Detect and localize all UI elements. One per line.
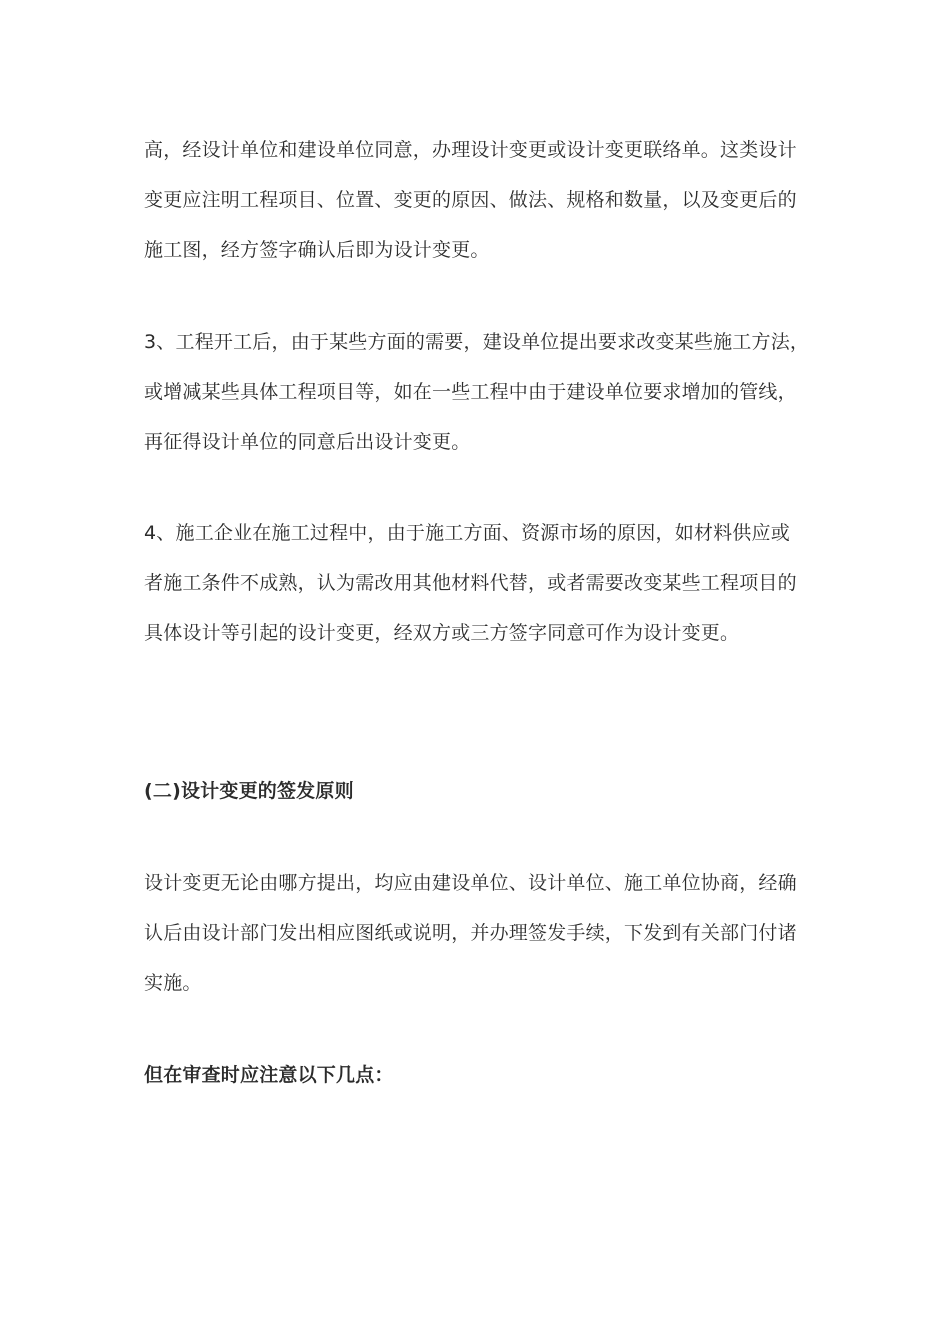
section-heading: (二)设计变更的签发原则 (144, 780, 354, 802)
paragraph-2-line-2: 或增减某些具体工程项目等，如在一些工程中由于建设单位要求增加的管线， (144, 381, 797, 403)
paragraph-1-line-2: 变更应注明工程项目、位置、变更的原因、做法、规格和数量，以及变更后的 (144, 189, 797, 211)
paragraph-3-line-1: 4、施工企业在施工过程中，由于施工方面、资源市场的原因，如材料供应或 (144, 522, 790, 544)
section-paragraph-line-1: 设计变更无论由哪方提出，均应由建设单位、设计单位、施工单位协商，经确 (144, 872, 797, 894)
paragraph-3-line-3: 具体设计等引起的设计变更，经双方或三方签字同意可作为设计变更。 (144, 622, 740, 644)
section-paragraph-line-2: 认后由设计部门发出相应图纸或说明，并办理签发手续，下发到有关部门付诸 (144, 922, 797, 944)
note-heading: 但在审查时应注意以下几点： (144, 1064, 394, 1086)
paragraph-1-line-1: 高，经设计单位和建设单位同意，办理设计变更或设计变更联络单。这类设计 (144, 139, 797, 161)
paragraph-2-line-1: 3、工程开工后，由于某些方面的需要，建设单位提出要求改变某些施工方法， (144, 331, 810, 353)
paragraph-1-line-3: 施工图，经方签字确认后即为设计变更。 (144, 239, 490, 261)
paragraph-3-line-2: 者施工条件不成熟，认为需改用其他材料代替，或者需要改变某些工程项目的 (144, 572, 797, 594)
section-paragraph-line-3: 实施。 (144, 972, 202, 994)
paragraph-2-line-3: 再征得设计单位的同意后出设计变更。 (144, 431, 471, 453)
